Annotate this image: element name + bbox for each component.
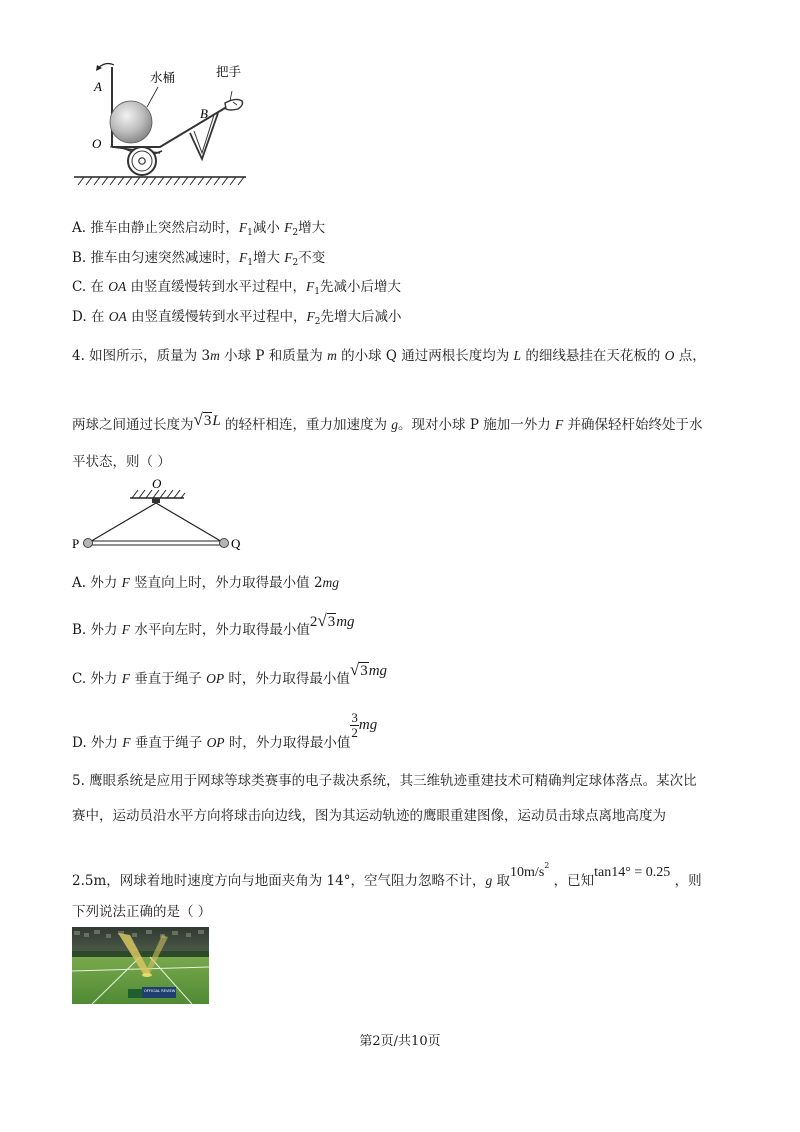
q4-stem-line1: 4. 如图所示，质量为 3m 小球 P 和质量为 m 的小球 Q 通过两根长度均为 L 的细线悬挂在天花板的 O 点， [72, 348, 706, 364]
q4-option-d: D. 外力 F 垂直于绳子 OP 时，外力取得最小值 $\frac{3}{2}$ mg [72, 710, 378, 751]
hawk-eye-photo [72, 927, 209, 1004]
q3-option-d: D. 在 OA 由竖直缓慢转到水平过程中，$F_2$先增大后减小 [72, 309, 402, 327]
label-p: P [72, 536, 80, 551]
label-b: B [200, 106, 208, 121]
q4-pendulum-figure [72, 476, 252, 558]
page-footer: 第2页/共10页 [359, 1034, 441, 1049]
q4-option-c: C. 外力 F 垂直于绳子 OP 时，外力取得最小值√3mg [72, 660, 388, 687]
q3-option-a: A. 推车由静止突然启动时，$F_1$减小 $F_2$增大 [72, 220, 326, 238]
label-o: O [92, 136, 102, 151]
label-bucket: 水桶 [150, 70, 176, 85]
label-q: Q [231, 536, 241, 551]
q4-option-b: B. 外力 F 水平向左时，外力取得最小值2√3mg [72, 611, 355, 638]
wheelbarrow-figure [70, 55, 255, 190]
q5-stem-line2: 赛中，运动员沿水平方向将球击向边线，图为其运动轨迹的鹰眼重建图像，运动员击球点离地高度为 [72, 808, 666, 824]
q4-stem-line2: 两球之间通过长度为√3L 的轻杆相连，重力加速度为 g。现对小球 P 施加一外力 F 并确保轻杆始终处于水 [72, 410, 703, 433]
q5-stem-line4: 下列说法正确的是（ ） [72, 904, 212, 920]
q5-stem-line3: 2.5m，网球着地时速度方向与地面夹角为 14°，空气阻力忽略不计，g 取$10m/s^2$ ，已知tan14° = 0.25 ，则 [72, 861, 702, 889]
q4-stem-line3: 平状态，则（ ） [72, 454, 171, 470]
review-badge-text: OFFICIAL REVIEW [144, 989, 176, 993]
label-handle: 把手 [216, 64, 242, 79]
q4-option-a: A. 外力 F 竖直向上时，外力取得最小值 2mg [72, 575, 340, 591]
label-a: A [94, 79, 102, 94]
q3-option-b: B. 推车由匀速突然减速时，$F_1$增大 $F_2$不变 [72, 250, 326, 268]
label-o: O [152, 476, 162, 491]
q5-stem-line1: 5. 鹰眼系统是应用于网球等球类赛事的电子裁决系统，其三维轨迹重建技术可精确判定球体落点。某次比 [72, 773, 697, 789]
q3-option-c: C. 在 OA 由竖直缓慢转到水平过程中，$F_1$先减小后增大 [72, 279, 402, 297]
